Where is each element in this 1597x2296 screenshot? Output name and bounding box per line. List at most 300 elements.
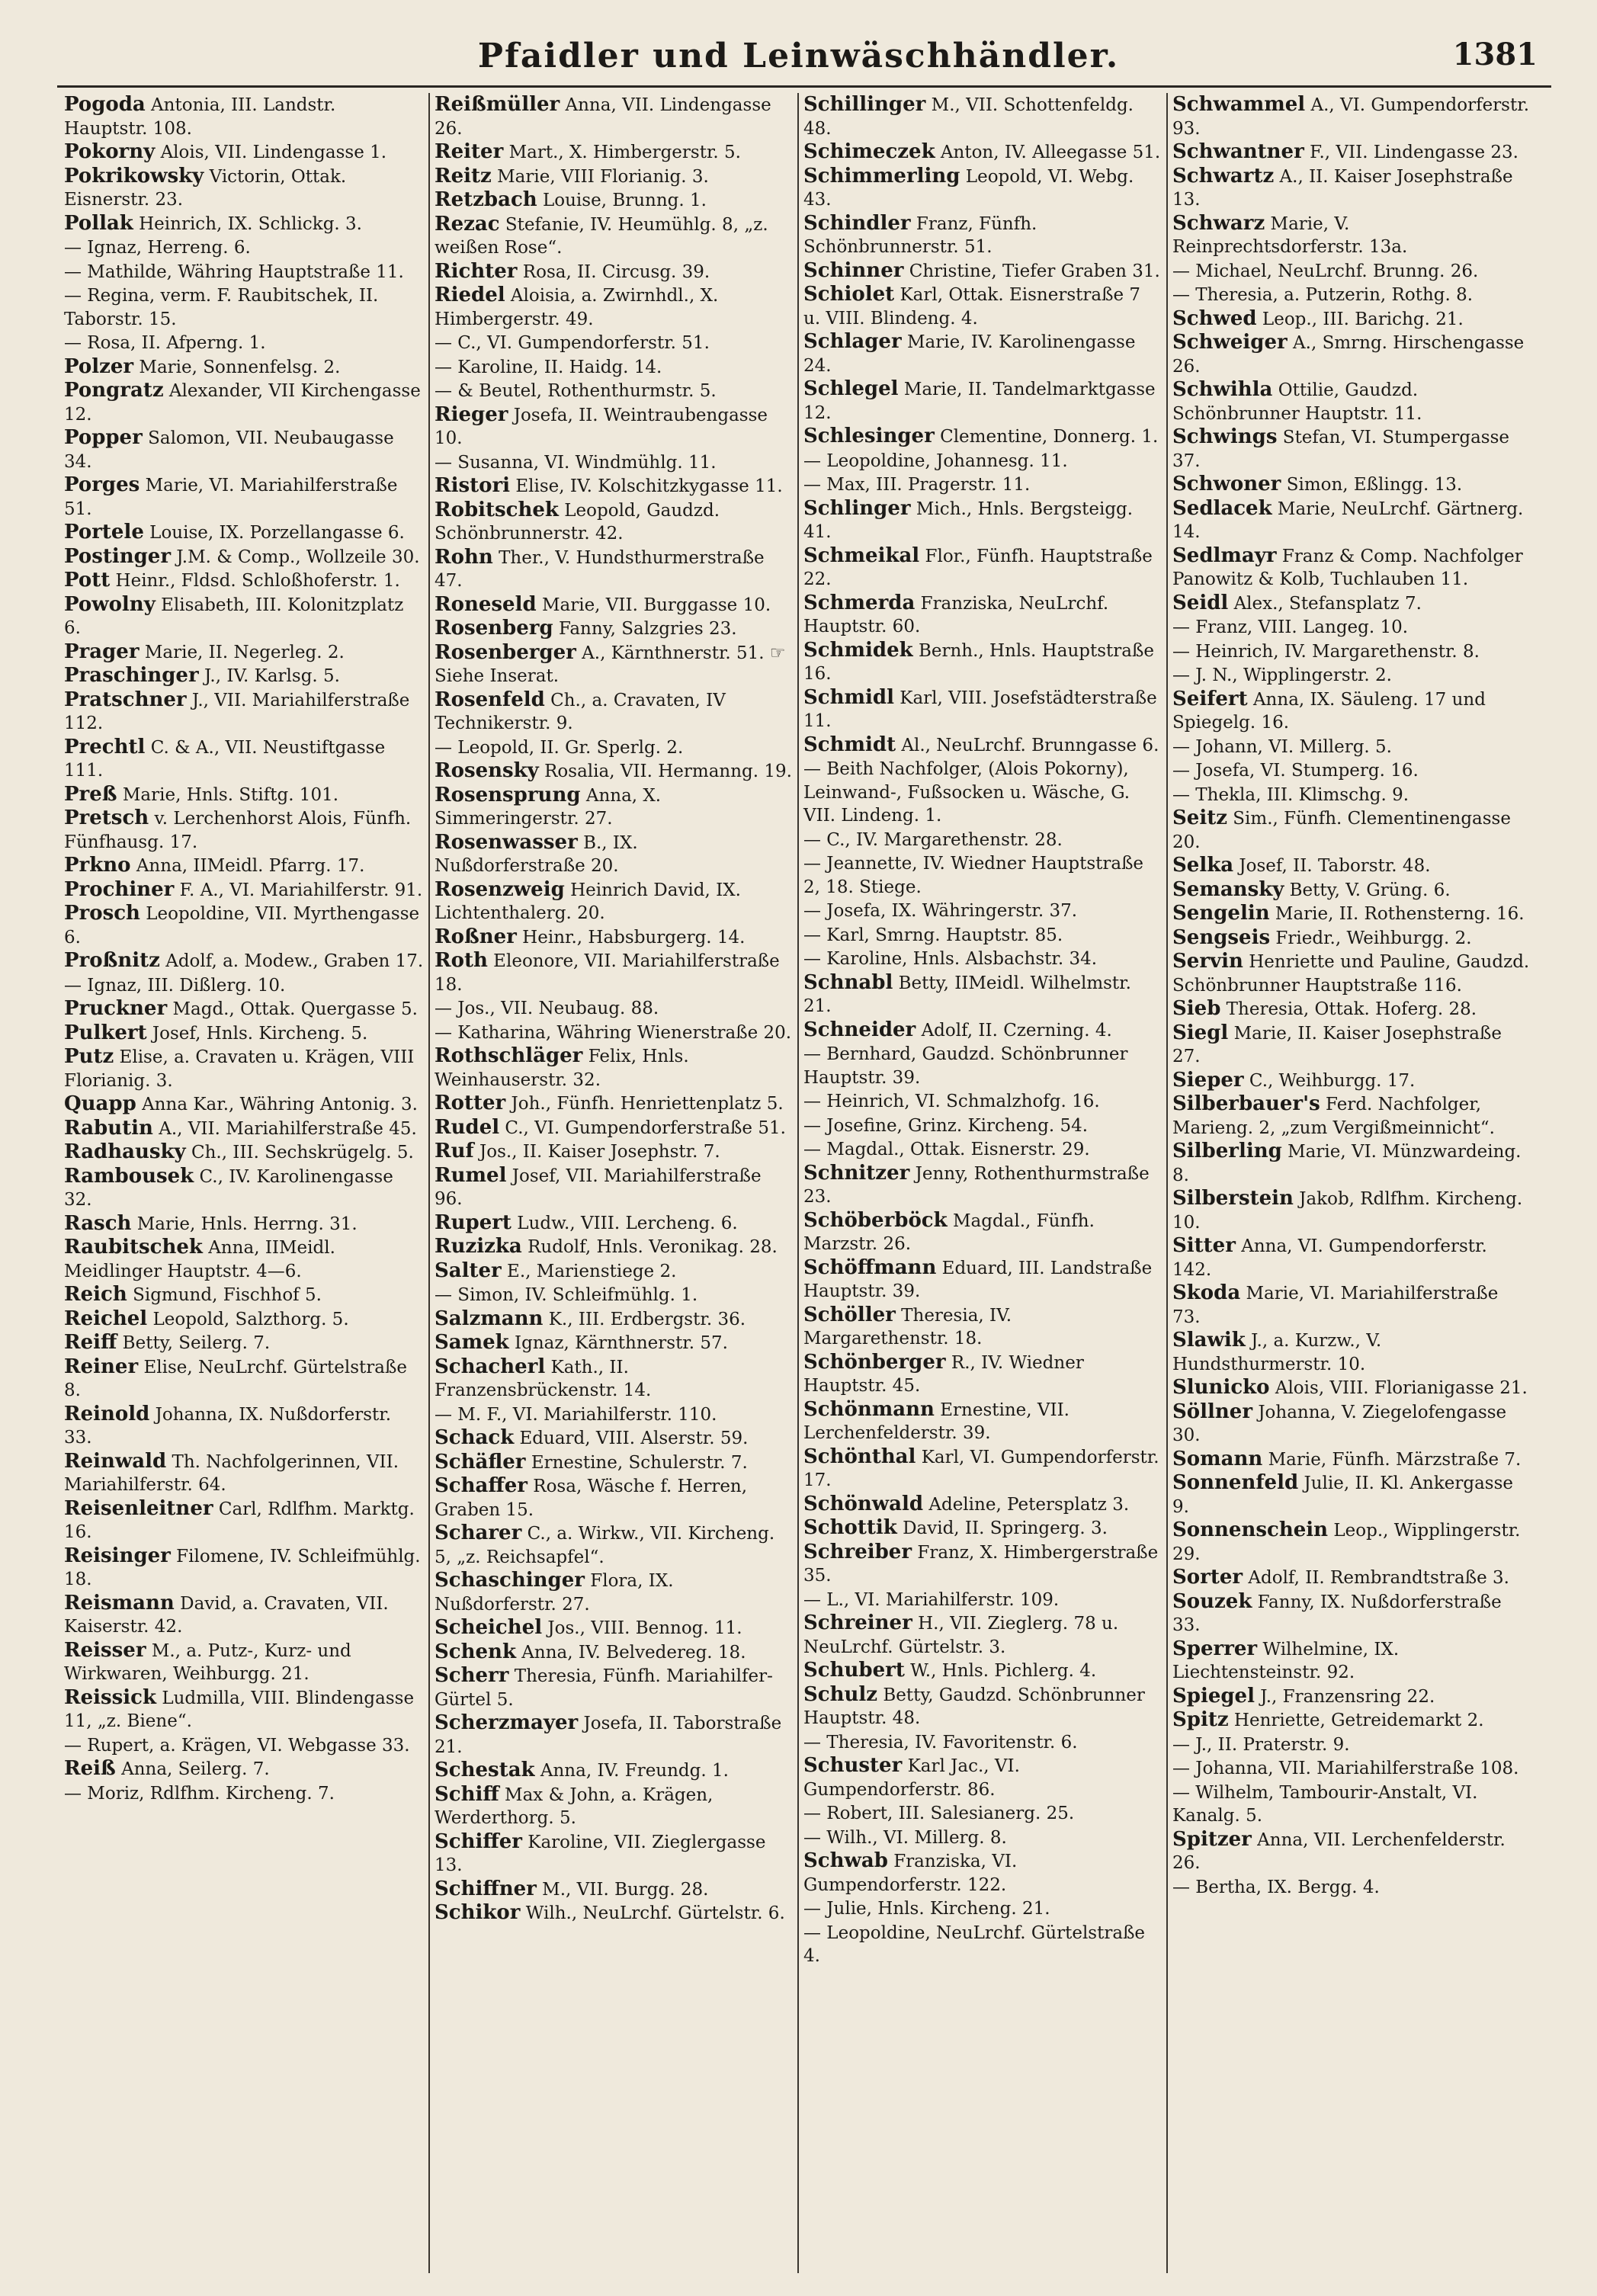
- entry-surname: Schreiber: [803, 1540, 912, 1563]
- entry-surname: Schenk: [435, 1640, 516, 1663]
- directory-entry: [1172, 1021, 1531, 1069]
- directory-entry: [435, 140, 793, 165]
- entry-details: M., a. Putz-, Kurz- und Wirkwaren, Weihburgg. 21.: [64, 1640, 351, 1684]
- entry-details: — Theresia, IV. Favoritenstr. 6.: [803, 1732, 1078, 1752]
- directory-entry: [435, 784, 793, 831]
- entry-details: Marie, VI. Mariahilferstraße 51.: [64, 476, 398, 519]
- directory-entry: [803, 971, 1162, 1018]
- entry-surname: Ristori: [435, 474, 511, 497]
- entry-details: M., VII. Burgg. 28.: [536, 1879, 709, 1900]
- entry-details: David, a. Cravaten, VII. Kaiserstr. 42.: [64, 1593, 389, 1637]
- entry-details: — Wilh., VI. Millerg. 8.: [803, 1827, 1007, 1848]
- entry-details: Eduard, III. Landstraße Hauptstr. 39.: [803, 1258, 1153, 1301]
- directory-entry: [435, 93, 793, 140]
- entry-details: Leopold, Salzthorg. 5.: [147, 1309, 349, 1329]
- entry-details: Heinr., Fldsd. Schloßhoferstr. 1.: [110, 571, 400, 591]
- column-4: [1166, 93, 1535, 2273]
- entry-details: K., III. Erdbergstr. 36.: [543, 1309, 746, 1329]
- directory-entry: [1172, 1092, 1531, 1140]
- entry-details: — Karoline, Hnls. Alsbachstr. 34.: [803, 949, 1098, 969]
- entry-details: Anna, Seilerg. 7.: [115, 1759, 270, 1779]
- entry-surname: Pratschner: [64, 688, 187, 711]
- entry-details: J.M. & Comp., Wollzeile 30.: [171, 547, 420, 567]
- directory-entry: [64, 140, 424, 165]
- entry-surname: Reissick: [64, 1685, 157, 1709]
- entry-details: Alexander, VII Kirchengasse 12.: [64, 381, 421, 425]
- directory-entry: [435, 451, 793, 475]
- entry-surname: Schwarz: [1172, 211, 1265, 235]
- directory-entry: [1172, 1448, 1531, 1472]
- entry-details: Johanna, IX. Nußdorferstr. 33.: [64, 1404, 392, 1448]
- directory-entry: [64, 1165, 424, 1212]
- entry-details: Marie, VII. Burggasse 10.: [536, 595, 771, 615]
- entry-details: — J. N., Wipplingerstr. 2.: [1172, 665, 1392, 685]
- entry-surname: Souzek: [1172, 1589, 1252, 1613]
- directory-entry: [435, 1116, 793, 1140]
- entry-surname: Reismann: [64, 1591, 175, 1615]
- entry-surname: Sedlmayr: [1172, 544, 1277, 567]
- entry-details: Eduard, VIII. Alserstr. 59.: [514, 1429, 749, 1448]
- entry-surname: Schlesinger: [803, 425, 935, 447]
- entry-details: Marie, V. Reinprechtsdorferstr. 13a.: [1172, 213, 1408, 257]
- entry-surname: Prosch: [64, 902, 140, 925]
- entry-details: Louise, Brunng. 1.: [537, 191, 707, 210]
- directory-entry: [435, 1021, 793, 1045]
- directory-entry: [1172, 1376, 1531, 1400]
- entry-details: Leopold, Gaudzd. Schönbrunnerstr. 42.: [435, 500, 720, 544]
- entry-surname: Schaffer: [435, 1474, 528, 1497]
- directory-entry: [435, 1664, 793, 1711]
- entry-surname: Spitzer: [1172, 1827, 1252, 1851]
- directory-entry: [803, 283, 1162, 330]
- entry-details: Ferd. Nachfolger, Marieng. 2, „zum Vergißmeinnicht“.: [1172, 1095, 1495, 1138]
- entry-surname: Salter: [435, 1259, 502, 1282]
- directory-entry: [803, 1137, 1162, 1162]
- entry-details: Marie, IV. Karolinengasse 24.: [803, 332, 1136, 376]
- entry-details: C., a. Wirkw., VII. Kircheng. 5, „z. Reichsapfel“.: [435, 1524, 775, 1567]
- directory-entry: [64, 878, 424, 903]
- directory-entry: [64, 902, 424, 949]
- entry-details: Jakob, Rdlfhm. Kircheng. 10.: [1172, 1189, 1523, 1233]
- directory-entry: [435, 1616, 793, 1640]
- directory-entry: [435, 1759, 793, 1783]
- entry-surname: Schnabl: [803, 970, 893, 994]
- entry-details: Karl Jac., VI. Gumpendorferstr. 86.: [803, 1756, 1020, 1800]
- directory-entry: [803, 1659, 1162, 1683]
- entry-surname: Reisenleitner: [64, 1496, 213, 1520]
- directory-entry: [803, 1516, 1162, 1541]
- entry-surname: Scharer: [435, 1522, 522, 1544]
- directory-entry: [803, 1588, 1162, 1612]
- directory-entry: [1172, 1756, 1531, 1781]
- entry-details: — Thekla, III. Klimschg. 9.: [1172, 784, 1409, 805]
- entry-surname: Sieb: [1172, 997, 1221, 1020]
- entry-details: Ludw., VIII. Lercheng. 6.: [511, 1213, 738, 1233]
- directory-entry: [435, 1901, 793, 1926]
- directory-entry: [435, 617, 793, 641]
- entry-details: Joh., Fünfh. Henriettenplatz 5.: [505, 1094, 784, 1114]
- entry-details: Karl, VIII. Josefstädterstraße 11.: [803, 688, 1157, 731]
- entry-surname: Reich: [64, 1283, 127, 1306]
- directory-entry: [435, 831, 793, 878]
- directory-entry: [435, 1569, 793, 1616]
- directory-entry: [1172, 902, 1531, 926]
- directory-entry: [1172, 1234, 1531, 1281]
- entry-details: Marie, NeuLrchf. Gärtnerg. 14.: [1172, 499, 1524, 542]
- directory-entry: [435, 1164, 793, 1211]
- directory-entry: [435, 1283, 793, 1307]
- entry-details: — Theresia, a. Putzerin, Rothg. 8.: [1172, 285, 1474, 305]
- directory-entry: [64, 260, 424, 284]
- entry-surname: Sedlacek: [1172, 496, 1272, 520]
- directory-entry: [435, 593, 793, 617]
- entry-surname: Somann: [1172, 1447, 1263, 1470]
- entry-details: — Jos., VII. Neubaug. 88.: [435, 999, 659, 1018]
- entry-surname: Rumel: [435, 1163, 507, 1187]
- entry-details: — Katharina, Währing Wienerstraße 20.: [435, 1022, 792, 1043]
- directory-entry: [803, 1611, 1162, 1659]
- directory-entry: [803, 828, 1162, 852]
- directory-entry: [803, 1304, 1162, 1351]
- directory-entry: [1172, 854, 1531, 878]
- entry-surname: Schmidt: [803, 733, 896, 756]
- entry-surname: Schacherl: [435, 1355, 546, 1378]
- entry-details: Anna, VII. Lindengasse 26.: [435, 95, 771, 139]
- directory-entry: [1172, 997, 1531, 1021]
- entry-details: — Rosa, II. Afperng. 1.: [64, 333, 266, 353]
- entry-surname: Polzer: [64, 354, 134, 378]
- entry-details: — Josefine, Grinz. Kircheng. 54.: [803, 1115, 1089, 1136]
- page-title: Pfaidler und Leinwäschhändler.: [477, 37, 1120, 75]
- entry-details: — Bertha, IX. Bergg. 4.: [1172, 1877, 1380, 1897]
- entry-surname: Rasch: [64, 1211, 132, 1235]
- entry-surname: Scherr: [435, 1664, 509, 1687]
- entry-surname: Reißmüller: [435, 93, 560, 116]
- directory-entry: [1172, 1781, 1531, 1828]
- entry-surname: Proßnitz: [64, 949, 160, 972]
- entry-surname: Ruf: [435, 1140, 474, 1162]
- entry-details: Filomene, IV. Schleifmühlg. 18.: [64, 1546, 421, 1589]
- entry-details: Rosalia, VII. Hermanng. 19.: [538, 762, 792, 781]
- entry-details: Josef, II. Taborstr. 48.: [1233, 856, 1431, 876]
- entry-details: — Heinrich, IV. Margarethenstr. 8.: [1172, 641, 1480, 662]
- entry-details: A., Kärnthnerstr. 51. ☞ Siehe Inserat.: [435, 643, 786, 686]
- directory-entry: [64, 806, 424, 854]
- directory-entry: [803, 1897, 1162, 1921]
- directory-entry: [435, 331, 793, 355]
- entry-surname: Seitz: [1172, 806, 1227, 829]
- entry-details: Anna Kar., Währing Antonig. 3.: [136, 1095, 418, 1114]
- entry-details: Marie, Hnls. Stiftg. 101.: [117, 784, 339, 805]
- directory-entry: [1172, 1708, 1531, 1733]
- directory-entry: [1172, 735, 1531, 759]
- directory-entry: [803, 1089, 1162, 1114]
- directory-entry: [435, 1522, 793, 1569]
- directory-entry: [1172, 1400, 1531, 1448]
- entry-surname: Rosenfeld: [435, 688, 545, 711]
- entry-details: Franziska, VI. Gumpendorferstr. 122.: [803, 1852, 1018, 1895]
- entry-details: — Wilhelm, Tambourir-Anstalt, VI. Kanalg. 5.: [1172, 1782, 1478, 1826]
- entry-details: Marie, VIII Florianig. 3.: [491, 166, 709, 187]
- entry-surname: Servin: [1172, 950, 1243, 973]
- directory-entry: [435, 1044, 793, 1092]
- column-3: [797, 93, 1166, 2273]
- entry-surname: Pruckner: [64, 997, 168, 1020]
- directory-entry: [64, 1592, 424, 1639]
- directory-entry: [64, 664, 424, 688]
- entry-details: — Leopoldine, NeuLrchf. Gürtelstraße 4.: [803, 1922, 1146, 1966]
- directory-entry: [803, 1042, 1162, 1089]
- directory-entry: [435, 379, 793, 403]
- entry-details: — Ignaz, III. Dißlerg. 10.: [64, 975, 286, 996]
- directory-entry: [1172, 783, 1531, 807]
- directory-entry: [64, 1092, 424, 1117]
- entry-surname: Rosensprung: [435, 783, 581, 806]
- entry-details: Ignaz, Kärnthnerstr. 57.: [508, 1333, 728, 1353]
- directory-entry: [64, 1450, 424, 1497]
- entry-details: Leop., III. Barichg. 21.: [1256, 309, 1464, 329]
- entry-surname: Schlinger: [803, 496, 911, 520]
- entry-surname: Schimmerling: [803, 164, 960, 188]
- directory-entry: [64, 1117, 424, 1141]
- directory-entry: [1172, 806, 1531, 854]
- entry-surname: Sperrer: [1172, 1637, 1258, 1660]
- entry-details: David, II. Springerg. 3.: [896, 1518, 1108, 1538]
- entry-details: J., Franzensring 22.: [1254, 1686, 1435, 1707]
- directory-entry: [1172, 1187, 1531, 1234]
- entry-surname: Schwoner: [1172, 473, 1281, 495]
- entry-surname: Schestak: [435, 1759, 535, 1781]
- entry-details: Rosa, II. Circusg. 39.: [517, 261, 710, 282]
- directory-entry: [803, 1754, 1162, 1801]
- directory-entry: [803, 165, 1162, 212]
- directory-entry: [803, 140, 1162, 165]
- entry-surname: Schuster: [803, 1754, 903, 1777]
- entry-details: Elise, a. Cravaten u. Krägen, VIII Florianig. 3.: [64, 1047, 415, 1091]
- entry-details: Mart., X. Himbergerstr. 5.: [503, 143, 741, 162]
- directory-entry: [64, 473, 424, 521]
- entry-details: B., IX. Nußdorferstraße 20.: [435, 832, 638, 876]
- entry-details: Marie, Sonnenfelsg. 2.: [133, 357, 341, 377]
- directory-entry: [1172, 758, 1531, 783]
- directory-entry: [64, 1331, 424, 1355]
- entry-details: H., VII. Zieglerg. 78 u. NeuLrchf. Gürtelstr. 3.: [803, 1614, 1119, 1657]
- directory-entry: [803, 544, 1162, 592]
- entry-surname: Preß: [64, 782, 117, 806]
- entry-surname: Sengelin: [1172, 902, 1270, 925]
- entry-details: Marie, II. Rothensterng. 16.: [1269, 904, 1525, 924]
- directory-entry: [803, 1398, 1162, 1445]
- directory-entry: [435, 1403, 793, 1427]
- entry-details: Clementine, Donnerg. 1.: [934, 427, 1159, 447]
- entry-surname: Siegl: [1172, 1021, 1229, 1044]
- entry-details: Stefan, VI. Stumpergasse 37.: [1172, 428, 1510, 471]
- entry-surname: Reisinger: [64, 1544, 171, 1567]
- entry-details: Anna, IIMeidl. Pfarrg. 17.: [130, 856, 365, 876]
- entry-surname: Rudel: [435, 1115, 500, 1139]
- entry-details: — Jeannette, IV. Wiedner Hauptstraße 2, 18. Stiege.: [803, 854, 1144, 897]
- entry-details: Jos., II. Kaiser Josephstr. 7.: [473, 1142, 720, 1162]
- directory-entry: [435, 403, 793, 451]
- directory-entry: [1172, 926, 1531, 951]
- directory-entry: [64, 1544, 424, 1592]
- entry-details: — Simon, IV. Schleifmühlg. 1.: [435, 1285, 698, 1305]
- directory-entry: [64, 236, 424, 260]
- directory-entry: [1172, 1140, 1531, 1187]
- directory-entry: [64, 1686, 424, 1733]
- directory-entry: [64, 1757, 424, 1781]
- entry-details: — Beith Nachfolger, (Alois Pokorny), Leinwand-, Fußsocken u. Wäsche, G. VII. Lindeng. 1.: [803, 759, 1130, 826]
- directory-entry: [1172, 1828, 1531, 1875]
- entry-surname: Pokrikowsky: [64, 164, 204, 188]
- entry-details: Carl, Rdlfhm. Marktg. 16.: [64, 1499, 415, 1542]
- entry-surname: Rotter: [435, 1092, 506, 1114]
- directory-entry: [1172, 1637, 1531, 1685]
- directory-entry: [803, 639, 1162, 686]
- entry-details: Bernh., Hnls. Hauptstraße 16.: [803, 640, 1154, 684]
- entry-surname: Schottik: [803, 1516, 897, 1539]
- entry-details: Wilh., NeuLrchf. Gürtelstr. 6.: [520, 1903, 785, 1923]
- entry-details: Theresia, IV. Margarethenstr. 18.: [803, 1305, 1012, 1348]
- entry-surname: Rosenberg: [435, 617, 553, 640]
- directory-entry: [64, 355, 424, 380]
- directory-entry: [1172, 307, 1531, 332]
- entry-details: Anna, IV. Belvedereg. 18.: [515, 1642, 746, 1663]
- directory-entry: [64, 1021, 424, 1046]
- entry-details: Felix, Hnls. Weinhauserstr. 32.: [435, 1047, 689, 1090]
- entry-surname: Schubert: [803, 1659, 905, 1682]
- entry-surname: Roßner: [435, 925, 517, 948]
- entry-surname: Scherzmayer: [435, 1711, 579, 1734]
- entry-details: Marie, II. Kaiser Josephstraße 27.: [1172, 1023, 1502, 1066]
- directory-entry: [64, 331, 424, 355]
- entry-surname: Salzmann: [435, 1307, 544, 1330]
- directory-entry: [1172, 93, 1531, 140]
- directory-entry: [435, 1474, 793, 1522]
- entry-surname: Putz: [64, 1045, 114, 1068]
- directory-entry: [803, 1351, 1162, 1398]
- entry-details: — Magdal., Ottak. Eisnerstr. 29.: [803, 1140, 1090, 1159]
- directory-entry: [435, 996, 793, 1021]
- entry-details: Franz, X. Himbergerstraße 35.: [803, 1542, 1159, 1586]
- directory-entry: [64, 736, 424, 783]
- directory-entry: [435, 284, 793, 331]
- entry-details: — Robert, III. Salesianerg. 25.: [803, 1804, 1075, 1823]
- entry-details: Jenny, Rothenthurmstraße 23.: [803, 1163, 1150, 1207]
- entry-details: Magdal., Fünfh. Marzstr. 26.: [803, 1211, 1095, 1254]
- directory-entry: [435, 355, 793, 380]
- directory-entry: [435, 1259, 793, 1284]
- entry-details: Rosa, Wäsche f. Herren, Graben 15.: [435, 1477, 748, 1520]
- entry-surname: Postinger: [64, 544, 172, 568]
- directory-entry: [435, 925, 793, 950]
- entry-surname: Reiff: [64, 1331, 117, 1354]
- entry-details: Alois, VIII. Florianigasse 21.: [1269, 1378, 1528, 1398]
- entry-details: J., VII. Mariahilferstraße 112.: [64, 690, 410, 733]
- directory-entry: [64, 1307, 424, 1332]
- entry-surname: Schwed: [1172, 306, 1257, 330]
- entry-surname: Schindler: [803, 211, 911, 235]
- entry-details: Elise, IV. Kolschitzkygasse 11.: [510, 476, 783, 496]
- entry-details: Anna, IX. Säuleng. 17 und Spiegelg. 16.: [1172, 689, 1486, 733]
- entry-details: Jos., VIII. Bennog. 11.: [542, 1618, 742, 1638]
- entry-surname: Schwab: [803, 1849, 888, 1872]
- entry-surname: Rambousek: [64, 1164, 194, 1188]
- directory-entry: [803, 449, 1162, 473]
- directory-entry: [803, 1541, 1162, 1588]
- entry-details: A., VI. Gumpendorferstr. 93.: [1172, 95, 1530, 139]
- entry-details: Marie, II. Tandelmarktgasse 12.: [803, 380, 1156, 423]
- directory-entry: [435, 1830, 793, 1878]
- directory-entry: [64, 1236, 424, 1283]
- directory-entry: [64, 379, 424, 426]
- entry-details: Alex., Stefansplatz 7.: [1228, 593, 1422, 614]
- directory-entry: [803, 1826, 1162, 1850]
- directory-entry: [64, 212, 424, 236]
- entry-details: Anna, IIMeidl. Meidlinger Hauptstr. 4—6.: [64, 1238, 335, 1281]
- directory-entry: [435, 213, 793, 260]
- directory-entry: [803, 1730, 1162, 1755]
- entry-details: Ernestine, VII. Lerchenfelderstr. 39.: [803, 1400, 1069, 1443]
- entry-surname: Retzbach: [435, 188, 537, 211]
- directory-entry: [803, 93, 1162, 140]
- entry-details: Josefa, II. Taborstraße 21.: [435, 1714, 782, 1757]
- entry-details: Alois, VII. Lindengasse 1.: [155, 143, 387, 162]
- entry-surname: Popper: [64, 426, 143, 449]
- directory-entry: [1172, 473, 1531, 497]
- entry-surname: Schneider: [803, 1018, 916, 1041]
- entry-surname: Schikor: [435, 1901, 521, 1924]
- entry-details: Marie, Fünfh. Märzstraße 7.: [1262, 1449, 1522, 1470]
- directory-entry: [435, 1783, 793, 1830]
- entry-details: Fanny, Salzgries 23.: [553, 619, 737, 639]
- entry-details: — M. F., VI. Mariahilferstr. 110.: [435, 1404, 717, 1425]
- entry-details: — Susanna, VI. Windmühlg. 11.: [435, 452, 717, 473]
- entry-details: F. A., VI. Mariahilferstr. 91.: [174, 880, 423, 900]
- entry-surname: Richter: [435, 259, 518, 283]
- entry-surname: Söllner: [1172, 1400, 1253, 1423]
- entry-details: Josefa, II. Weintraubengasse 10.: [435, 405, 768, 448]
- entry-details: Franziska, NeuLrchf. Hauptstr. 60.: [803, 593, 1109, 637]
- directory-entry: [1172, 592, 1531, 616]
- directory-entry: [435, 1640, 793, 1665]
- entry-surname: Pongratz: [64, 379, 164, 402]
- entry-details: — Franz, VIII. Langeg. 10.: [1172, 617, 1409, 637]
- entry-surname: Roneseld: [435, 592, 537, 616]
- entry-surname: Schiffer: [435, 1829, 522, 1853]
- directory-entry: [1172, 331, 1531, 378]
- entry-details: Franz & Comp. Nachfolger Panowitz & Kolb, Tuchlauben 11.: [1172, 546, 1523, 589]
- entry-details: Rudolf, Hnls. Veronikag. 28.: [521, 1237, 778, 1257]
- entry-details: — Josefa, VI. Stumperg. 16.: [1172, 761, 1419, 781]
- entry-surname: Ruzizka: [435, 1235, 522, 1258]
- directory-entry: [64, 854, 424, 878]
- entry-surname: Rupert: [435, 1211, 511, 1234]
- directory-entry: [1172, 1685, 1531, 1709]
- entry-surname: Seifert: [1172, 687, 1248, 710]
- entry-details: — Heinrich, VI. Schmalzhofg. 16.: [803, 1092, 1100, 1111]
- directory-entry: [803, 757, 1162, 828]
- directory-entry: [803, 1849, 1162, 1897]
- entry-surname: Rosenwasser: [435, 830, 578, 854]
- directory-entry: [64, 93, 424, 140]
- entry-details: Flora, IX. Nußdorferstr. 27.: [435, 1571, 674, 1615]
- entry-surname: Slawik: [1172, 1329, 1246, 1352]
- entry-details: Betty, Seilerg. 7.: [117, 1333, 271, 1353]
- entry-details: Marie, II. Negerleg. 2.: [139, 642, 345, 662]
- directory-entry: [1172, 425, 1531, 473]
- directory-entry: [1172, 1566, 1531, 1590]
